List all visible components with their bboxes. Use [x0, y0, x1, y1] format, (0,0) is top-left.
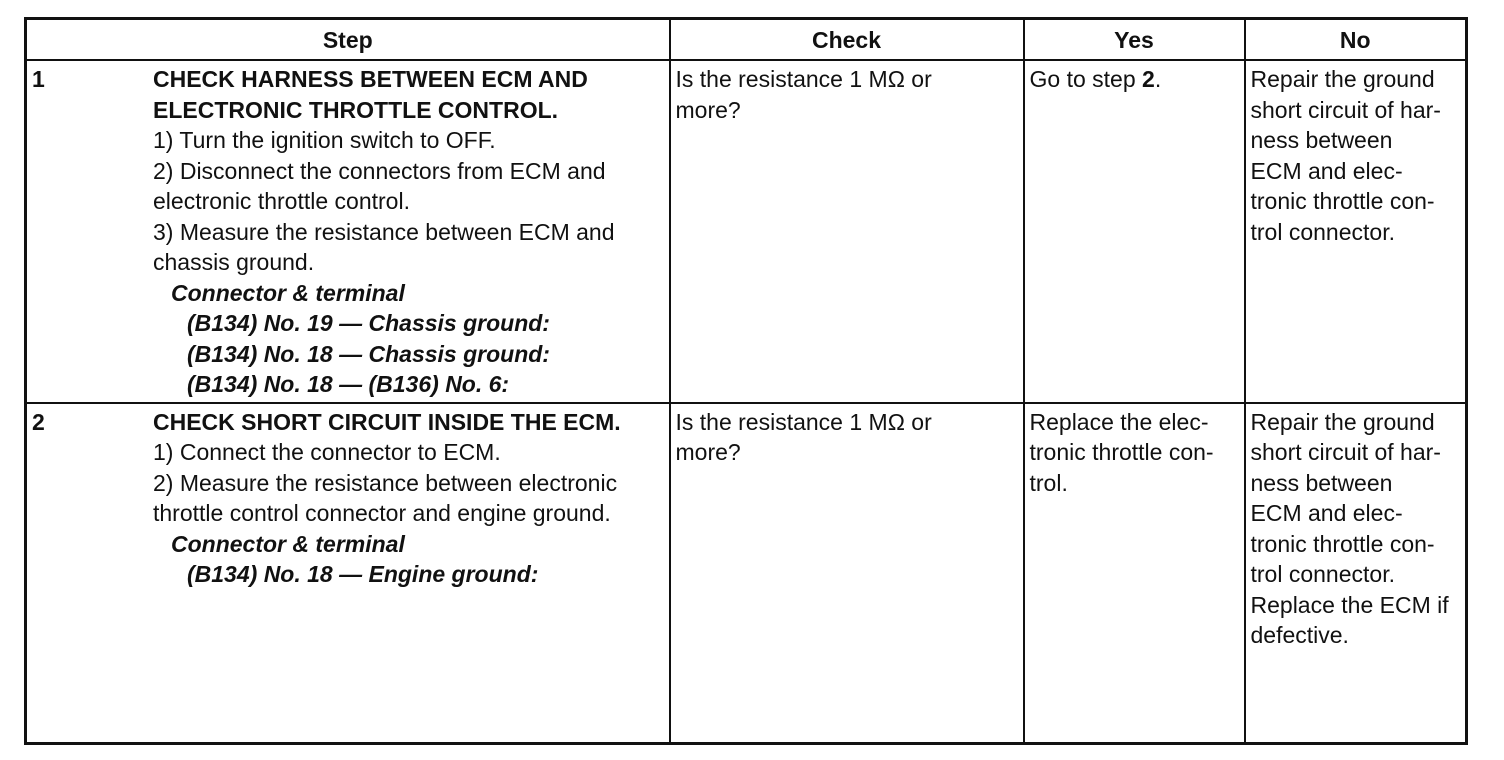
no-line: tronic throttle con- — [1250, 530, 1435, 557]
table-row — [26, 403, 1467, 744]
no-line: ECM and elec- — [1250, 500, 1403, 526]
connector-terminal-item: (B134) No. 19 — Chassis ground: — [187, 310, 550, 336]
instruction-line: chassis ground. — [153, 249, 315, 275]
step-title-line: ELECTRONIC THROTTLE CONTROL. — [153, 96, 559, 123]
yes-line: trol. — [1029, 469, 1068, 496]
yes-line: Replace the elec- — [1029, 408, 1209, 435]
check-line: more? — [675, 96, 741, 123]
check-line: more? — [675, 439, 741, 465]
header-yes: Yes — [1024, 19, 1245, 61]
step-title-line: CHECK HARNESS BETWEEN ECM AND — [153, 66, 588, 92]
yes-line: tronic throttle con- — [1029, 439, 1214, 465]
connector-terminal-item: (B134) No. 18 — (B136) No. 6: — [187, 371, 510, 397]
no-line: Repair the ground — [1250, 66, 1435, 92]
step-number: 2 — [32, 408, 45, 435]
no-cell — [1245, 60, 1467, 403]
yes-suffix: . — [1154, 66, 1162, 92]
no-line: ECM and elec- — [1250, 157, 1403, 184]
instruction-line: electronic throttle control. — [153, 188, 410, 214]
step-number: 1 — [32, 66, 45, 92]
connector-terminal-label: Connector & terminal — [171, 279, 405, 306]
check-line: Is the resistance 1 MΩ or — [675, 408, 932, 435]
no-line: defective. — [1250, 622, 1349, 648]
instruction-line: 1) Connect the connector to ECM. — [153, 439, 501, 465]
no-line: short circuit of har- — [1250, 96, 1441, 123]
instruction-line: 2) Measure the resistance between electronic — [153, 469, 618, 496]
no-line: tronic throttle con- — [1250, 188, 1435, 214]
instruction-line: 1) Turn the ignition switch to OFF. — [153, 127, 496, 153]
no-line: ness between — [1250, 469, 1393, 496]
no-line: Replace the ECM if — [1250, 591, 1449, 618]
header-check: Check — [670, 19, 1024, 61]
yes-cell — [1024, 60, 1245, 403]
check-cell — [670, 60, 1024, 403]
header-step: Step — [26, 19, 670, 61]
connector-terminal-item: (B134) No. 18 — Chassis ground: — [187, 340, 550, 367]
yes-text: Go to step — [1029, 66, 1143, 92]
no-line: trol connector. — [1250, 218, 1395, 245]
step-reference: 2 — [1142, 66, 1155, 92]
instruction-line: 2) Disconnect the connectors from ECM and — [153, 157, 606, 184]
connector-terminal-label: Connector & terminal — [171, 530, 405, 557]
header-row — [26, 19, 1467, 61]
no-cell — [1245, 403, 1467, 744]
connector-terminal-item: (B134) No. 18 — Engine ground: — [187, 561, 539, 587]
diagnostic-table — [24, 17, 1468, 745]
header-no: No — [1245, 19, 1467, 61]
no-line: ness between — [1250, 127, 1393, 153]
step-body — [153, 64, 665, 400]
no-line: Repair the ground — [1250, 408, 1435, 435]
no-line: trol connector. — [1250, 561, 1395, 587]
no-line: short circuit of har- — [1250, 439, 1441, 465]
step-body — [153, 407, 665, 590]
check-cell — [670, 403, 1024, 744]
step-cell — [26, 403, 670, 744]
step-title-line: CHECK SHORT CIRCUIT INSIDE THE ECM. — [153, 408, 621, 435]
step-cell — [26, 60, 670, 403]
instruction-line: throttle control connector and engine ground. — [153, 500, 611, 526]
table-row — [26, 60, 1467, 403]
check-line: Is the resistance 1 MΩ or — [675, 66, 932, 92]
yes-cell — [1024, 403, 1245, 744]
instruction-line: 3) Measure the resistance between ECM and — [153, 218, 615, 245]
